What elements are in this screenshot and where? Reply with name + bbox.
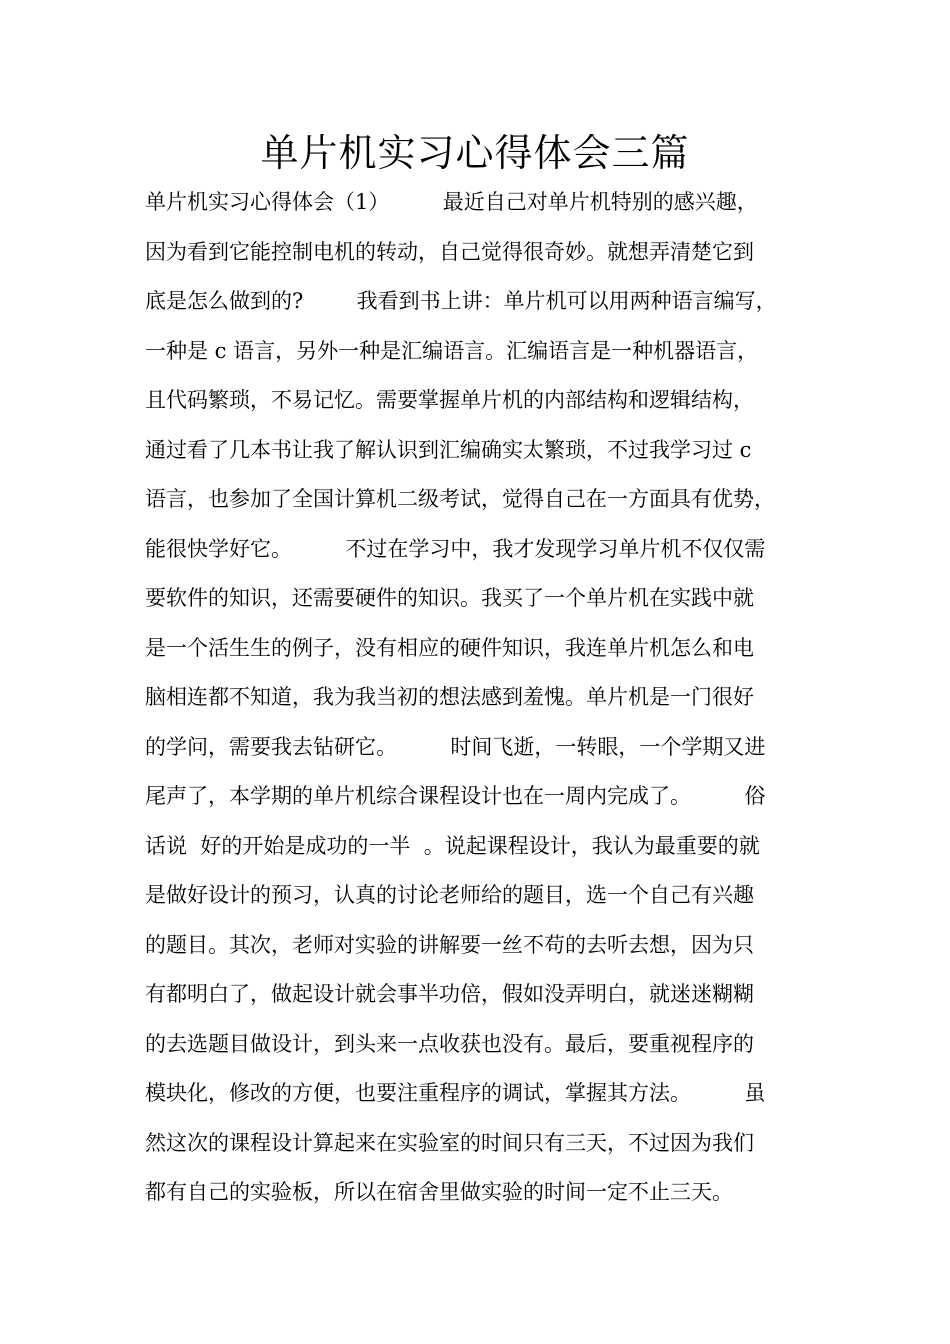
body-line: 是做好设计的预习，认真的讨论老师给的题目，选一个自己有兴趣 <box>145 883 754 907</box>
body-line: 的学问，需要我去钻研它。 时间飞逝，一转眼，一个学期又进 <box>145 734 766 759</box>
body-line: 能很快学好它。 不过在学习中，我才发现学习单片机不仅仅需 <box>145 536 766 561</box>
body-line: 因为看到它能控制电机的转动，自己觉得很奇妙。就想弄清楚它到 <box>145 239 754 264</box>
body-line: 话说 好的开始是成功的一半 。说起课程设计，我认为最重要的就 <box>145 833 760 858</box>
body-line: 然这次的课程设计算起来在实验室的时间只有三天，不过因为我们 <box>145 1130 754 1155</box>
body-line: 语言，也参加了全国计算机二级考试，觉得自己在一方面具有优势， <box>145 487 775 511</box>
body-line: 脑相连都不知道，我为我当初的想法感到羞愧。单片机是一门很好 <box>145 685 754 709</box>
body-line: 模块化，修改的方便，也要注重程序的调试，掌握其方法。 虽 <box>145 1081 766 1105</box>
document-title: 单片机实习心得体会三篇 <box>260 131 690 175</box>
body-line: 的去选题目做设计，到头来一点收获也没有。最后，要重视程序的 <box>145 1031 754 1056</box>
body-line: 底是怎么做到的? 我看到书上讲：单片机可以用两种语言编写， <box>145 289 777 313</box>
body-line: 的题目。其次，老师对实验的讲解要一丝不苟的去听去想，因为只 <box>145 932 754 957</box>
body-line: 尾声了，本学期的单片机综合课程设计也在一周内完成了。 俗 <box>145 784 766 808</box>
document-body <box>145 178 825 1218</box>
body-line: 是一个活生生的例子，没有相应的硬件知识，我连单片机怎么和电 <box>145 635 754 660</box>
body-line: 一种是 c 语言，另外一种是汇编语言。汇编语言是一种机器语言， <box>145 338 759 363</box>
body-line: 都有自己的实验板，所以在宿舍里做实验的时间一定不止三天。 <box>145 1180 733 1204</box>
body-line: 单片机实习心得体会（1） 最近自己对单片机特别的感兴趣， <box>145 190 758 214</box>
body-line: 要软件的知识，还需要硬件的知识。我买了一个单片机在实践中就 <box>145 586 754 610</box>
body-line: 通过看了几本书让我了解认识到汇编确实太繁琐，不过我学习过 c <box>145 437 752 462</box>
body-line: 且代码繁琐，不易记忆。需要掌握单片机的内部结构和逻辑结构， <box>145 388 754 412</box>
body-line: 有都明白了，做起设计就会事半功倍，假如没弄明白，就迷迷糊糊 <box>145 982 754 1006</box>
